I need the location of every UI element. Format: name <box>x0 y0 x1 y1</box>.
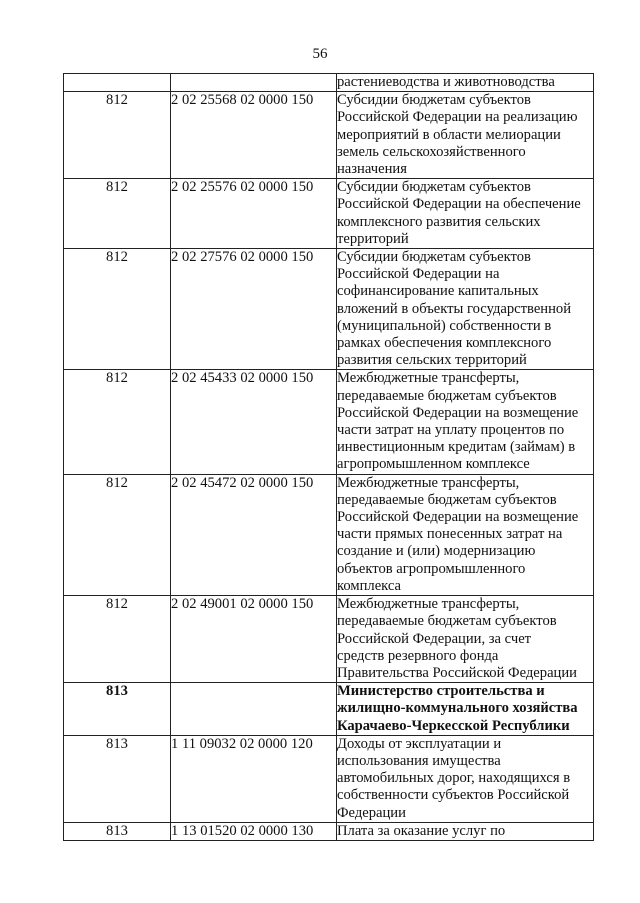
revenue-description-cell <box>337 596 594 683</box>
description-line: Правительства Российской Федерации <box>337 664 577 681</box>
description-line: Российской Федерации на возмещение <box>337 509 579 526</box>
revenue-description-cell <box>337 370 594 474</box>
table-row <box>64 822 594 840</box>
revenue-code-cell: 2 02 27576 02 0000 150 <box>171 249 337 370</box>
administrator-code-cell <box>64 74 171 92</box>
description-line: передаваемые бюджетам субъектов <box>337 387 557 404</box>
description-line: собственности субъектов Российской <box>337 787 570 804</box>
administrator-code-cell: 812 <box>64 474 171 595</box>
table-row <box>64 735 594 822</box>
description-line: назначения <box>337 161 407 178</box>
description-line: развития сельских территорий <box>337 352 527 369</box>
description-line: Доходы от эксплуатации и <box>337 735 502 752</box>
revenue-description-cell <box>337 74 594 92</box>
revenue-description-cell <box>337 92 594 179</box>
revenue-code-cell: 1 11 09032 02 0000 120 <box>171 735 337 822</box>
description-line: Межбюджетные трансферты, <box>337 370 520 387</box>
revenue-code-cell <box>171 683 337 736</box>
description-line: Российской Федерации на обеспечение <box>337 196 581 213</box>
administrator-code-cell: 812 <box>64 179 171 249</box>
description-line: мероприятий в области мелиорации <box>337 126 561 143</box>
description-line: растениеводства и животноводства <box>337 74 555 90</box>
table-row <box>64 596 594 683</box>
description-line: средств резервного фонда <box>337 647 499 664</box>
description-line: Российской Федерации, за счет <box>337 630 532 647</box>
description-line: (муниципальной) собственности в <box>337 317 552 334</box>
revenue-code-cell: 2 02 45433 02 0000 150 <box>171 370 337 474</box>
description-line: Российской Федерации на реализацию <box>337 109 578 126</box>
description-line: части прямых понесенных затрат на <box>337 526 563 543</box>
description-line: объектов агропромышленного <box>337 560 526 577</box>
revenue-code-cell: 2 02 25576 02 0000 150 <box>171 179 337 249</box>
revenue-code-cell: 2 02 25568 02 0000 150 <box>171 92 337 179</box>
description-line: Карачаево-Черкесской Республики <box>337 717 570 734</box>
page-number: 56 <box>312 46 328 62</box>
table-row <box>64 74 594 92</box>
table-row <box>64 683 594 736</box>
administrator-code-cell: 812 <box>64 92 171 179</box>
table-row <box>64 370 594 474</box>
description-line: жилищно-коммунального хозяйства <box>337 700 578 717</box>
description-line: передаваемые бюджетам субъектов <box>337 613 557 630</box>
description-line: Межбюджетные трансферты, <box>337 596 520 613</box>
description-line: Российской Федерации на возмещение <box>337 404 579 421</box>
table-row <box>64 179 594 249</box>
revenue-classification-table <box>63 73 594 841</box>
table-row <box>64 474 594 595</box>
revenue-description-cell <box>337 683 594 736</box>
administrator-code-cell: 813 <box>64 822 171 840</box>
description-line: земель сельскохозяйственного <box>337 143 526 160</box>
description-line: рамках обеспечения комплексного <box>337 335 552 352</box>
administrator-code-cell: 812 <box>64 370 171 474</box>
description-line: автомобильных дорог, находящихся в <box>337 770 571 787</box>
description-line: Министерство строительства и <box>337 683 545 700</box>
description-line: Федерации <box>337 804 406 821</box>
description-line: Субсидии бюджетам субъектов <box>337 249 531 266</box>
table-row <box>64 92 594 179</box>
description-line: территорий <box>337 230 409 247</box>
administrator-code-cell: 813 <box>64 683 171 736</box>
description-line: комплекса <box>337 577 402 594</box>
description-line: Плата за оказание услуг по <box>337 822 506 839</box>
description-line: Российской Федерации на <box>337 266 500 283</box>
description-line: использования имущества <box>337 752 501 769</box>
revenue-code-cell: 1 13 01520 02 0000 130 <box>171 822 337 840</box>
description-line: вложений в объекты государственной <box>337 300 572 317</box>
description-line: инвестиционным кредитам (займам) в <box>337 439 576 456</box>
revenue-description-cell <box>337 179 594 249</box>
revenue-code-cell <box>171 74 337 92</box>
revenue-code-cell: 2 02 45472 02 0000 150 <box>171 474 337 595</box>
description-line: Субсидии бюджетам субъектов <box>337 179 531 196</box>
administrator-code-cell: 812 <box>64 596 171 683</box>
description-line: Субсидии бюджетам субъектов <box>337 92 531 109</box>
description-line: агропромышленном комплексе <box>337 456 530 473</box>
description-line: создание и (или) модернизацию <box>337 543 536 560</box>
revenue-description-cell <box>337 249 594 370</box>
table-row <box>64 249 594 370</box>
revenue-description-cell <box>337 735 594 822</box>
revenue-description-cell <box>337 474 594 595</box>
description-line: передаваемые бюджетам субъектов <box>337 491 557 508</box>
description-line: комплексного развития сельских <box>337 213 541 230</box>
administrator-code-cell: 813 <box>64 735 171 822</box>
description-line: Межбюджетные трансферты, <box>337 474 520 491</box>
revenue-description-cell <box>337 822 594 840</box>
description-line: части затрат на уплату процентов по <box>337 422 565 439</box>
revenue-code-cell: 2 02 49001 02 0000 150 <box>171 596 337 683</box>
administrator-code-cell: 812 <box>64 249 171 370</box>
description-line: софинансирование капитальных <box>337 283 539 300</box>
